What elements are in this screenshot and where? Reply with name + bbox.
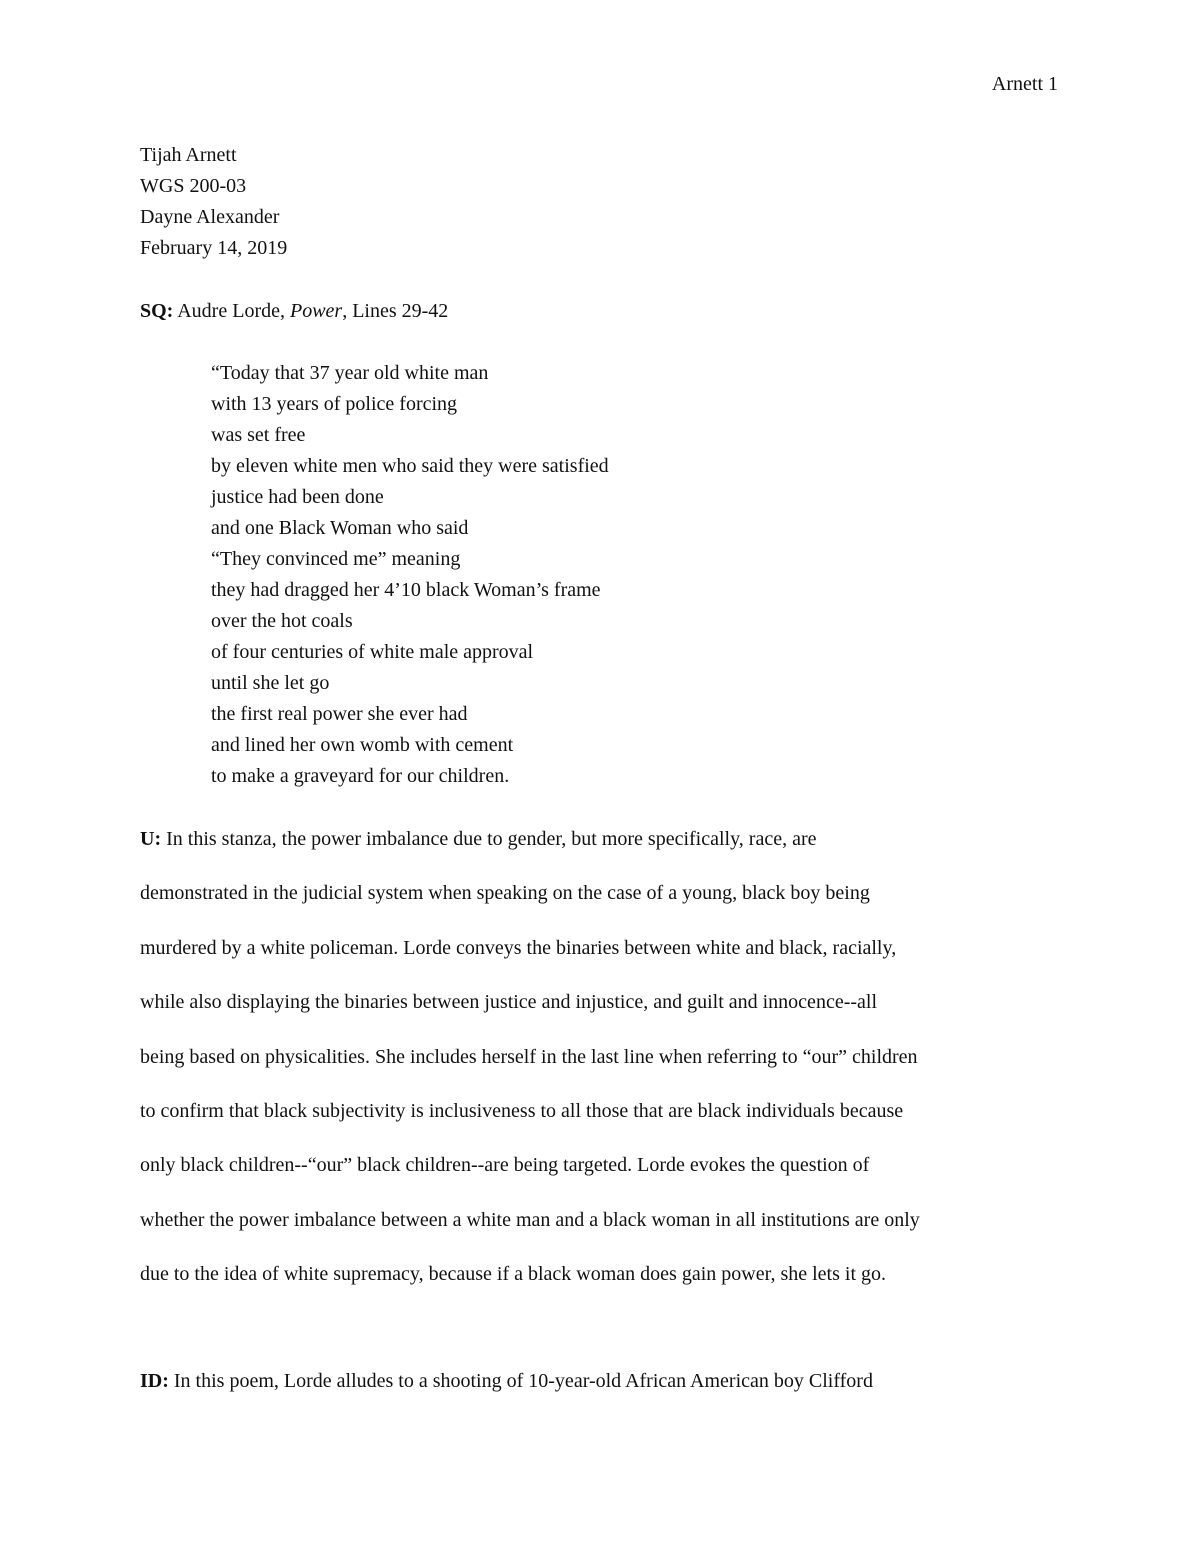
analysis-line: due to the idea of white supremacy, because if a black woman does gain power, she lets it go.	[140, 1263, 886, 1286]
poem-line: by eleven white men who said they were satisfied	[211, 455, 609, 477]
sq-author: Audre Lorde,	[173, 300, 290, 322]
sq-label: SQ:	[140, 300, 174, 322]
analysis-line: whether the power imbalance between a white man and a black woman in all institutions are only	[140, 1208, 920, 1231]
poem-quote	[211, 358, 1011, 792]
poem-line: over the hot coals	[211, 610, 353, 632]
poem-line: they had dragged her 4’10 black Woman’s frame	[211, 579, 601, 601]
poem-line: with 13 years of police forcing	[211, 393, 458, 415]
poem-line: and one Black Woman who said	[211, 517, 469, 539]
poem-line: justice had been done	[211, 486, 384, 508]
page-number: Arnett 1	[991, 73, 1058, 95]
poem-line: to make a graveyard for our children.	[211, 765, 510, 787]
page-header	[992, 70, 1058, 98]
analysis-line: demonstrated in the judicial system when speaking on the case of a young, black boy being	[140, 882, 870, 905]
analysis-text: In this stanza, the power imbalance due to gender, but more specifically, race, are	[161, 828, 817, 850]
sq-poem-title: Power	[289, 300, 343, 322]
date: February 14, 2019	[140, 237, 288, 259]
poem-line: of four centuries of white male approval	[211, 641, 534, 663]
poem-line: until she let go	[211, 672, 330, 694]
poem-line: “They convinced me” meaning	[211, 548, 461, 570]
u-label: U:	[140, 828, 162, 850]
sq-line	[140, 296, 448, 327]
id-paragraph	[140, 1366, 1070, 1397]
poem-line: and lined her own womb with cement	[211, 734, 514, 756]
analysis-line: only black children--“our” black children--are being targeted. Lorde evokes the question of	[140, 1154, 870, 1177]
instructor-name: Dayne Alexander	[140, 206, 280, 228]
analysis-line: while also displaying the binaries between justice and injustice, and guilt and innocence--all	[140, 991, 878, 1014]
analysis-line	[140, 824, 1070, 878]
analysis-line: being based on physicalities. She includes herself in the last line when referring to “our” children	[140, 1045, 918, 1068]
poem-line: “Today that 37 year old white man	[211, 362, 489, 384]
analysis-line: to confirm that black subjectivity is inclusiveness to all those that are black individuals because	[140, 1099, 904, 1122]
id-label: ID:	[140, 1370, 169, 1392]
analysis-paragraph	[140, 824, 1070, 1314]
id-text: In this poem, Lorde alludes to a shooting of 10-year-old African American boy Clifford	[168, 1370, 873, 1392]
poem-line: was set free	[211, 424, 306, 446]
poem-line: the first real power she ever had	[211, 703, 468, 725]
sq-lines-ref: , Lines 29-42	[342, 300, 449, 322]
analysis-line: murdered by a white policeman. Lorde conveys the binaries between white and black, racially,	[140, 936, 897, 959]
course-code: WGS 200-03	[140, 175, 247, 197]
heading-block	[140, 140, 1060, 264]
student-name: Tijah Arnett	[140, 144, 237, 166]
